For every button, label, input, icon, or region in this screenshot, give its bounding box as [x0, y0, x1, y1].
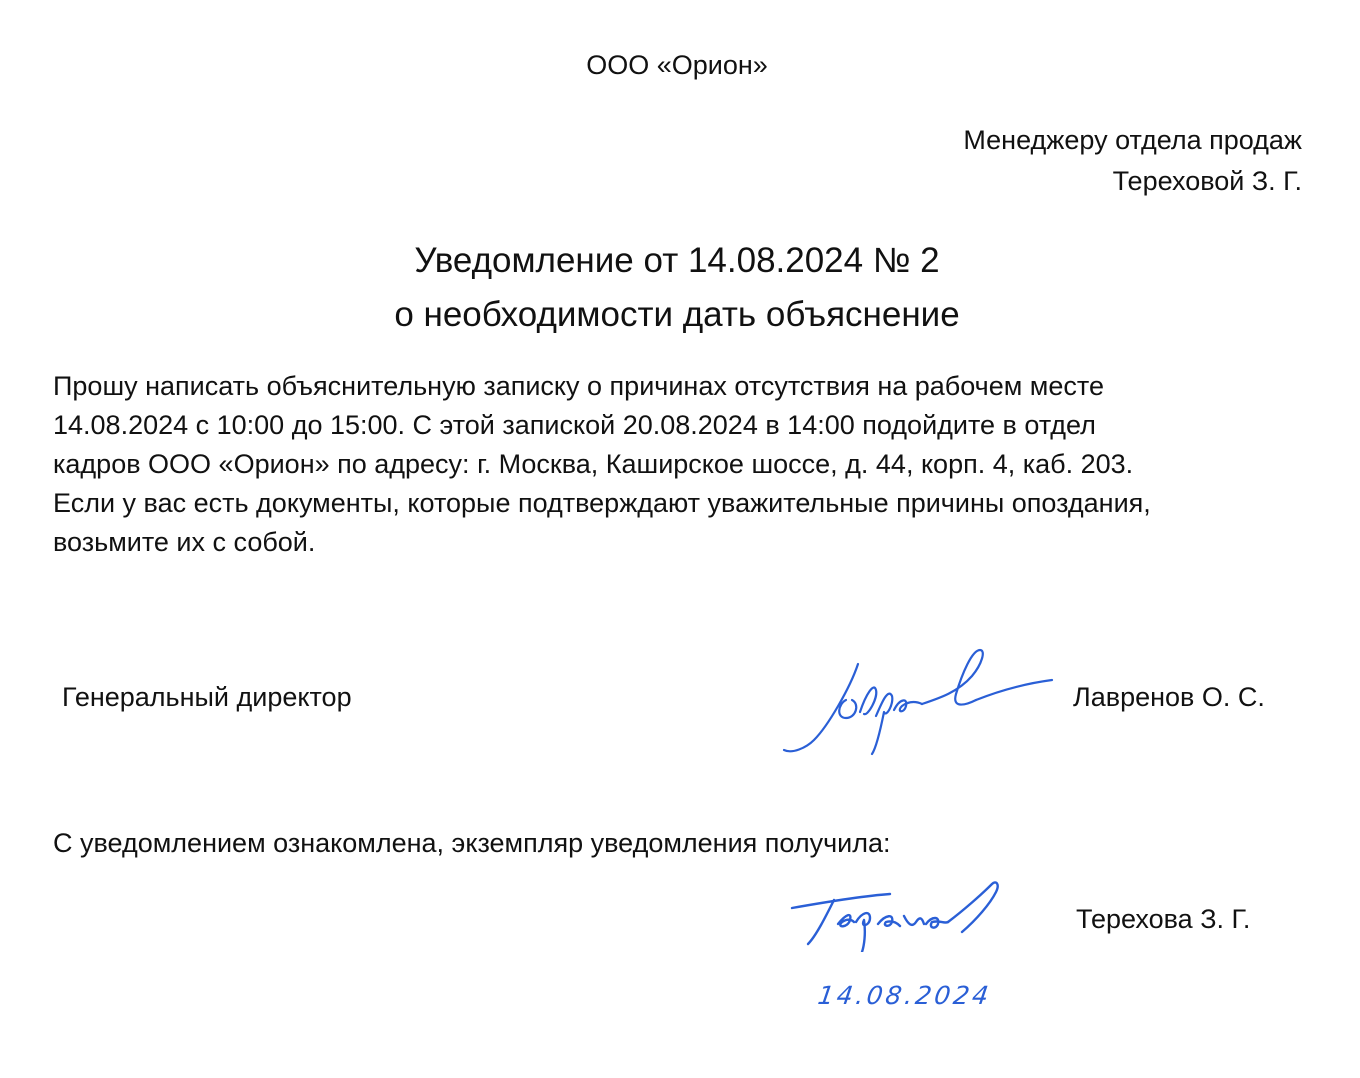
recipient-name: Терехова З. Г.: [1076, 904, 1251, 934]
body-line: Прошу написать объяснительную записку о причинах отсутствия на рабочем месте: [53, 371, 1104, 401]
notice-body: [53, 367, 1313, 562]
organization-name: ООО «Орион»: [586, 50, 768, 80]
recipient-signature: [786, 880, 1006, 952]
body-line: кадров ООО «Орион» по адресу: г. Москва, Каширское шоссе, д. 44, корп. 4, каб. 203.: [53, 449, 1134, 479]
document-title: [0, 234, 1354, 342]
addressee-block: [963, 120, 1302, 202]
title-line-2: о необходимости дать объяснение: [394, 295, 960, 334]
signature-date: 14.08.2024: [816, 981, 994, 1010]
body-line: Если у вас есть документы, которые подтверждают уважительные причины опоздания,: [53, 488, 1151, 518]
body-line: 14.08.2024 с 10:00 до 15:00. С этой запиской 20.08.2024 в 14:00 подойдите в отдел: [53, 410, 1096, 440]
director-signature: [776, 640, 1056, 760]
body-line: возьмите их с собой.: [53, 527, 316, 557]
addressee-position: Менеджеру отдела продаж: [963, 125, 1302, 155]
signatory-name: Лавренов О. С.: [1073, 682, 1265, 712]
addressee-name: Тереховой З. Г.: [1112, 166, 1302, 196]
signatory-position: Генеральный директор: [62, 682, 352, 712]
acknowledgement-text: С уведомлением ознакомлена, экземпляр уведомления получила:: [53, 828, 891, 858]
title-line-1: Уведомление от 14.08.2024 № 2: [414, 241, 940, 280]
